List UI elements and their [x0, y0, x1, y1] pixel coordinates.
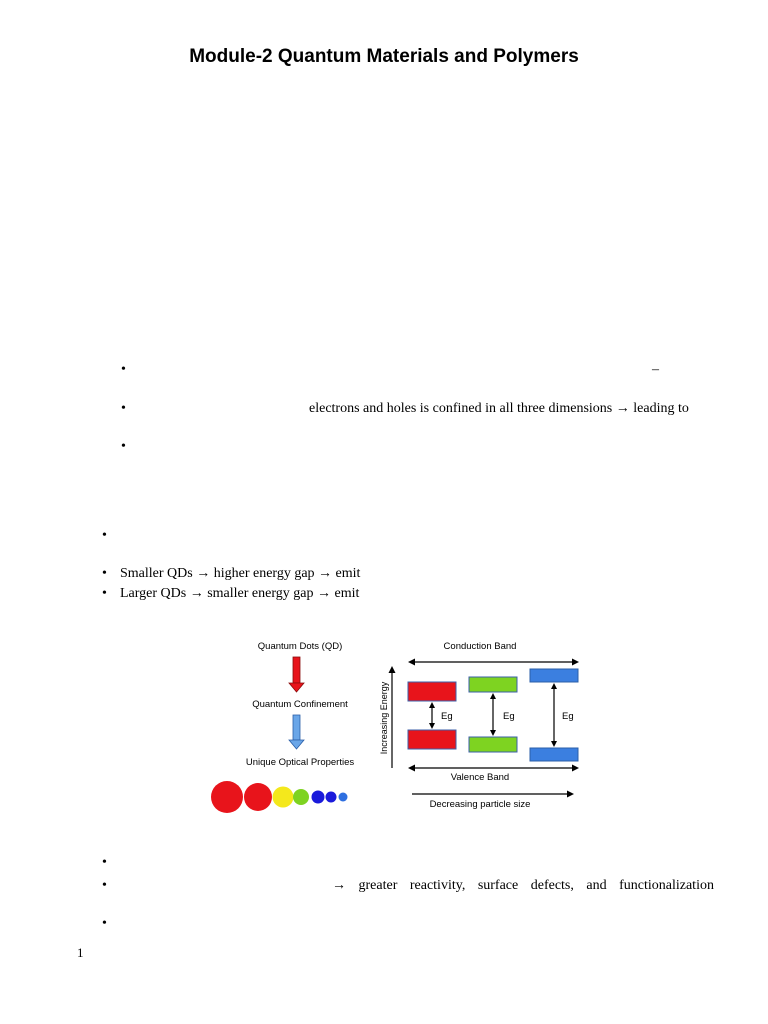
word: greater — [358, 878, 398, 893]
bullet-marker: • — [102, 916, 107, 931]
word: surface — [477, 878, 519, 893]
label-decreasing-particle-size: Decreasing particle size — [429, 799, 531, 810]
dot-red-large — [211, 781, 243, 813]
red-valence-block — [408, 730, 456, 749]
blue-valence-block — [530, 748, 578, 761]
word: functionalization — [619, 878, 714, 893]
label-quantum-confinement: Quantum Confinement — [252, 699, 348, 710]
blue-conduction-block — [530, 669, 578, 682]
gap-label-green: Eg — [503, 711, 515, 722]
green-valence-block — [469, 737, 517, 752]
bullet-marker: • — [121, 439, 126, 454]
page-title: Module-2 Quantum Materials and Polymers — [189, 46, 579, 67]
dot-blue — [326, 792, 337, 803]
word: and — [586, 878, 607, 893]
dot-green — [293, 789, 309, 805]
bullet-marker: • — [102, 566, 107, 581]
label-unique-optical-properties: Unique Optical Properties — [245, 757, 355, 768]
red-gap-arrow — [429, 702, 435, 729]
particle-size-arrow — [412, 791, 574, 798]
bullet-1-dash: – — [652, 362, 659, 377]
dot-light-blue — [339, 793, 348, 802]
bullet-2-text: electrons and holes is confined in all three dimensions → leading to — [309, 401, 689, 416]
label-quantum-dots: Quantum Dots (QD) — [257, 641, 343, 652]
valence-band-arrow — [408, 765, 579, 772]
page-number: 1 — [77, 945, 84, 960]
bullet-marker: • — [121, 401, 126, 416]
label-valence-band: Valence Band — [450, 772, 510, 783]
gap-label-blue: Eg — [562, 711, 574, 722]
label-increasing-energy: Increasing Energy — [379, 681, 389, 755]
red-down-arrow — [289, 657, 304, 692]
bullet-reactivity-text — [332, 878, 714, 894]
bullet-marker: • — [121, 362, 126, 377]
green-conduction-block — [469, 677, 517, 692]
bullet-marker: • — [102, 878, 107, 893]
bullet-larger-qds: Larger QDs → smaller energy gap → emit — [120, 586, 360, 601]
word: defects, — [530, 878, 574, 893]
dot-yellow — [273, 787, 294, 808]
quantum-dots-figure — [200, 630, 600, 820]
bullet-marker: • — [102, 855, 107, 870]
increasing-energy-axis — [389, 666, 396, 768]
word: → — [332, 878, 346, 893]
dot-dark-blue — [312, 791, 325, 804]
blue-down-arrow — [289, 715, 304, 749]
conduction-band-arrow — [408, 659, 579, 666]
bullet-marker: • — [102, 586, 107, 601]
bullet-marker: • — [102, 528, 107, 543]
bullet-smaller-qds: Smaller QDs → higher energy gap → emit — [120, 566, 361, 581]
dot-red — [244, 783, 272, 811]
red-conduction-block — [408, 682, 456, 701]
label-conduction-band: Conduction Band — [443, 641, 517, 652]
blue-gap-arrow — [551, 683, 557, 747]
green-gap-arrow — [490, 693, 496, 736]
word: reactivity, — [409, 878, 466, 893]
gap-label-red: Eg — [441, 711, 453, 722]
